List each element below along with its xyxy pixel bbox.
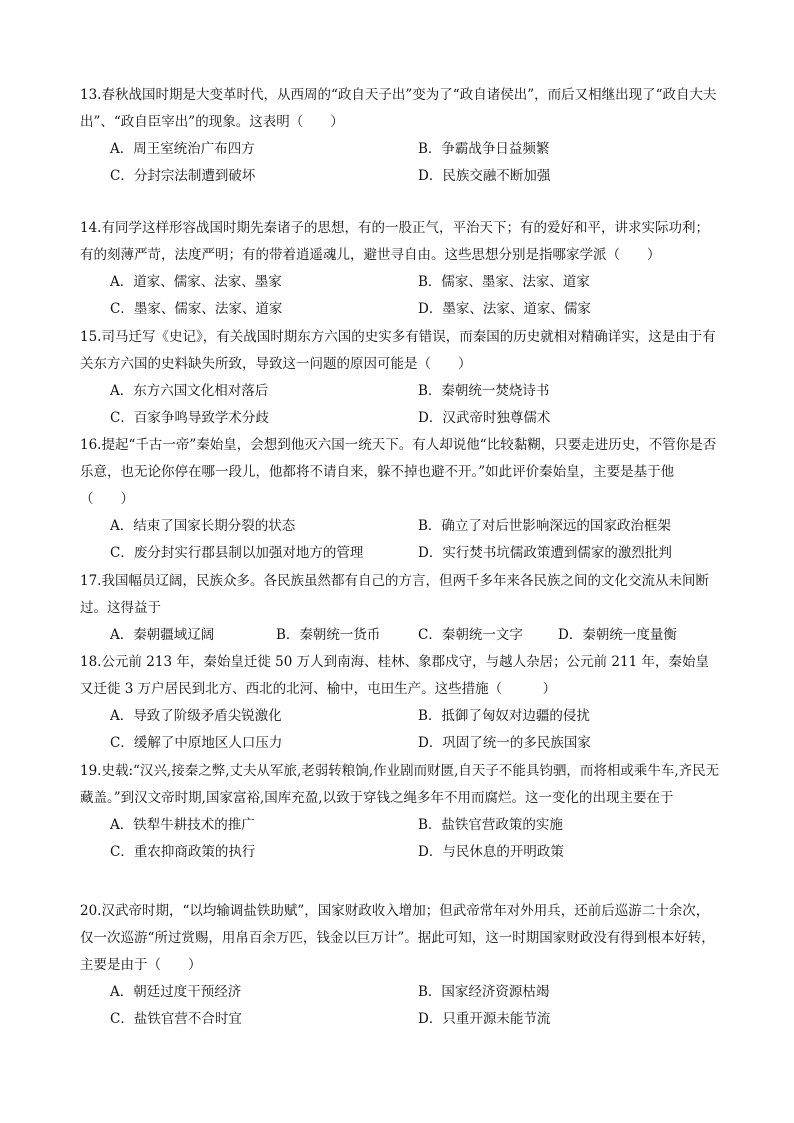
option-d: D．巩固了统一的多民族国家: [418, 735, 591, 751]
option-a: A．道家、儒家、法家、墨家: [110, 274, 282, 290]
option-row: [80, 812, 720, 839]
question-number: 20.: [80, 903, 102, 919]
option-a: A．秦朝疆域辽阔: [110, 627, 215, 643]
option-row: [80, 839, 720, 866]
option-row: [80, 730, 720, 757]
option-b: B．国家经济资源枯竭: [418, 984, 550, 1000]
option-row: [80, 703, 720, 730]
option-b: B．抵御了匈奴对边疆的侵扰: [418, 708, 590, 724]
option-row: [80, 163, 720, 190]
question-stem: [80, 215, 720, 269]
option-c: C．重农抑商政策的执行: [110, 844, 256, 860]
question-number: 13.: [80, 87, 102, 103]
question-stem: [80, 82, 720, 136]
option-d: D．民族交融不断加强: [418, 168, 551, 184]
option-a: A．铁犁牛耕技术的推广: [110, 817, 255, 833]
question-stem: [80, 324, 720, 378]
question-17: [80, 568, 720, 649]
option-d: D．与民休息的开明政策: [418, 844, 564, 860]
option-d: D．只重开源未能节流: [418, 1011, 551, 1027]
option-c: C．废分封实行郡县制以加强对地方的管理: [110, 545, 364, 561]
option-row: [80, 1006, 720, 1033]
option-c: C．墨家、儒家、法家、道家: [110, 301, 283, 317]
option-b: B．确立了对后世影响深远的国家政治框架: [418, 518, 671, 534]
option-b: B．争霸战争日益频繁: [418, 141, 550, 157]
question-text: 史载:“汉兴,接秦之弊,丈夫从军旅,老弱转粮饷,作业剧而财匮,自天子不能具钧驷，而将相或乘牛车,齐民无藏盖。”到汉文帝时期,国家富裕,国库充盈,以致于穿钱之绳多年不用而腐烂。这一变化的出现主要在于: [80, 763, 720, 806]
option-b: B．盐铁官营政策的实施: [418, 817, 563, 833]
option-d: D．汉武帝时独尊儒术: [418, 410, 551, 426]
option-d: D．实行焚书坑儒政策遭到儒家的激烈批判: [418, 545, 672, 561]
option-d: D．秦朝统一度量衡: [558, 627, 677, 643]
question-text: 春秋战国时期是大变革时代，从西周的“政自天子出”变为了“政自诸侯出”，而后又相继出现了“政自大夫出”、“政自臣宰出”的现象。这表明（ ）: [80, 87, 717, 130]
question-text: 有同学这样形容战国时期先秦诸子的思想，有的一股正气，平治天下；有的爱好和平，讲求实际功利；有的刻薄严苛，法度严明；有的带着逍遥魂儿，避世寻自由。这些思想分别是指哪家学派（ ）: [80, 220, 709, 263]
question-number: 15.: [80, 329, 102, 345]
option-a: A．朝廷过度干预经济: [110, 984, 242, 1000]
option-row: [80, 540, 720, 567]
option-a: A．周王室统治广布四方: [110, 141, 255, 157]
question-number: 18.: [80, 654, 102, 670]
option-d: D．墨家、法家、道家、儒家: [418, 301, 591, 317]
option-b: B．儒家、墨家、法家、道家: [418, 274, 590, 290]
option-row: [80, 405, 720, 432]
question-text: 我国幅员辽阔，民族众多。各民族虽然都有自己的方言，但两千多年来各民族之间的文化交流从未间断过。这得益于: [80, 573, 709, 616]
question-text: 提起“千古一帝”秦始皇，会想到他灭六国一统天下。有人却说他“比较黏糊，只要走进历史，不管你是否乐意，也无论你停在哪一段儿，他都将不请自来，躲不掉也避不开。”如此评价秦始皇，主要是基于他（ ）: [80, 437, 717, 507]
question-14: [80, 215, 720, 323]
question-text: 汉武帝时期，“以均输调盐铁助赋”，国家财政收入增加；但武帝常年对外用兵，还前后巡游二十余次，仅一次巡游“所过赏赐，用帛百余万匹，钱金以巨万计”。据此可知，这一时期国家财政没有得到根本好转，主要是由于（ ）: [80, 903, 715, 973]
option-row: [80, 513, 720, 540]
option-a: A．东方六国文化相对落后: [110, 383, 269, 399]
option-a: A．结束了国家长期分裂的状态: [110, 518, 296, 534]
option-row: [80, 979, 720, 1006]
question-15: [80, 324, 720, 432]
question-16: [80, 432, 720, 567]
question-stem: [80, 432, 720, 513]
option-c: C．秦朝统一文字: [418, 627, 523, 643]
question-20: [80, 898, 720, 1033]
question-text: 司马迁写《史记》，有关战国时期东方六国的史实多有错误，而秦国的历史就相对精确详实，这是由于有关东方六国的史料缺失所致，导致这一问题的原因可能是（ ）: [80, 329, 716, 372]
option-b: B．秦朝统一货币: [276, 627, 381, 643]
option-row: [80, 136, 720, 163]
question-number: 14.: [80, 220, 102, 236]
question-stem: [80, 568, 720, 622]
question-number: 19.: [80, 763, 102, 779]
option-b: B．秦朝统一焚烧诗书: [418, 383, 550, 399]
option-c: C．分封宗法制遭到破坏: [110, 168, 256, 184]
question-19: [80, 758, 720, 866]
option-a: A．导致了阶级矛盾尖锐激化: [110, 708, 282, 724]
question-stem: [80, 649, 720, 703]
option-c: C．百家争鸣导致学术分歧: [110, 410, 269, 426]
question-stem: [80, 898, 720, 979]
question-text: 公元前 213 年，秦始皇迁徙 50 万人到南海、桂林、象郡戍守，与越人杂居；公元前 211 年，秦始皇又迁徙 3 万户居民到北方、西北的北河、榆中，屯田生产。这些措施（ ）: [80, 654, 709, 697]
option-row: [80, 378, 720, 405]
question-18: [80, 649, 720, 757]
question-number: 17.: [80, 573, 102, 589]
question-number: 16.: [80, 437, 102, 453]
option-row: [80, 622, 720, 649]
question-13: [80, 82, 720, 190]
option-c: C．缓解了中原地区人口压力: [110, 735, 283, 751]
option-c: C．盐铁官营不合时宜: [110, 1011, 242, 1027]
option-row: [80, 296, 720, 323]
option-row: [80, 269, 720, 296]
question-stem: [80, 758, 720, 812]
